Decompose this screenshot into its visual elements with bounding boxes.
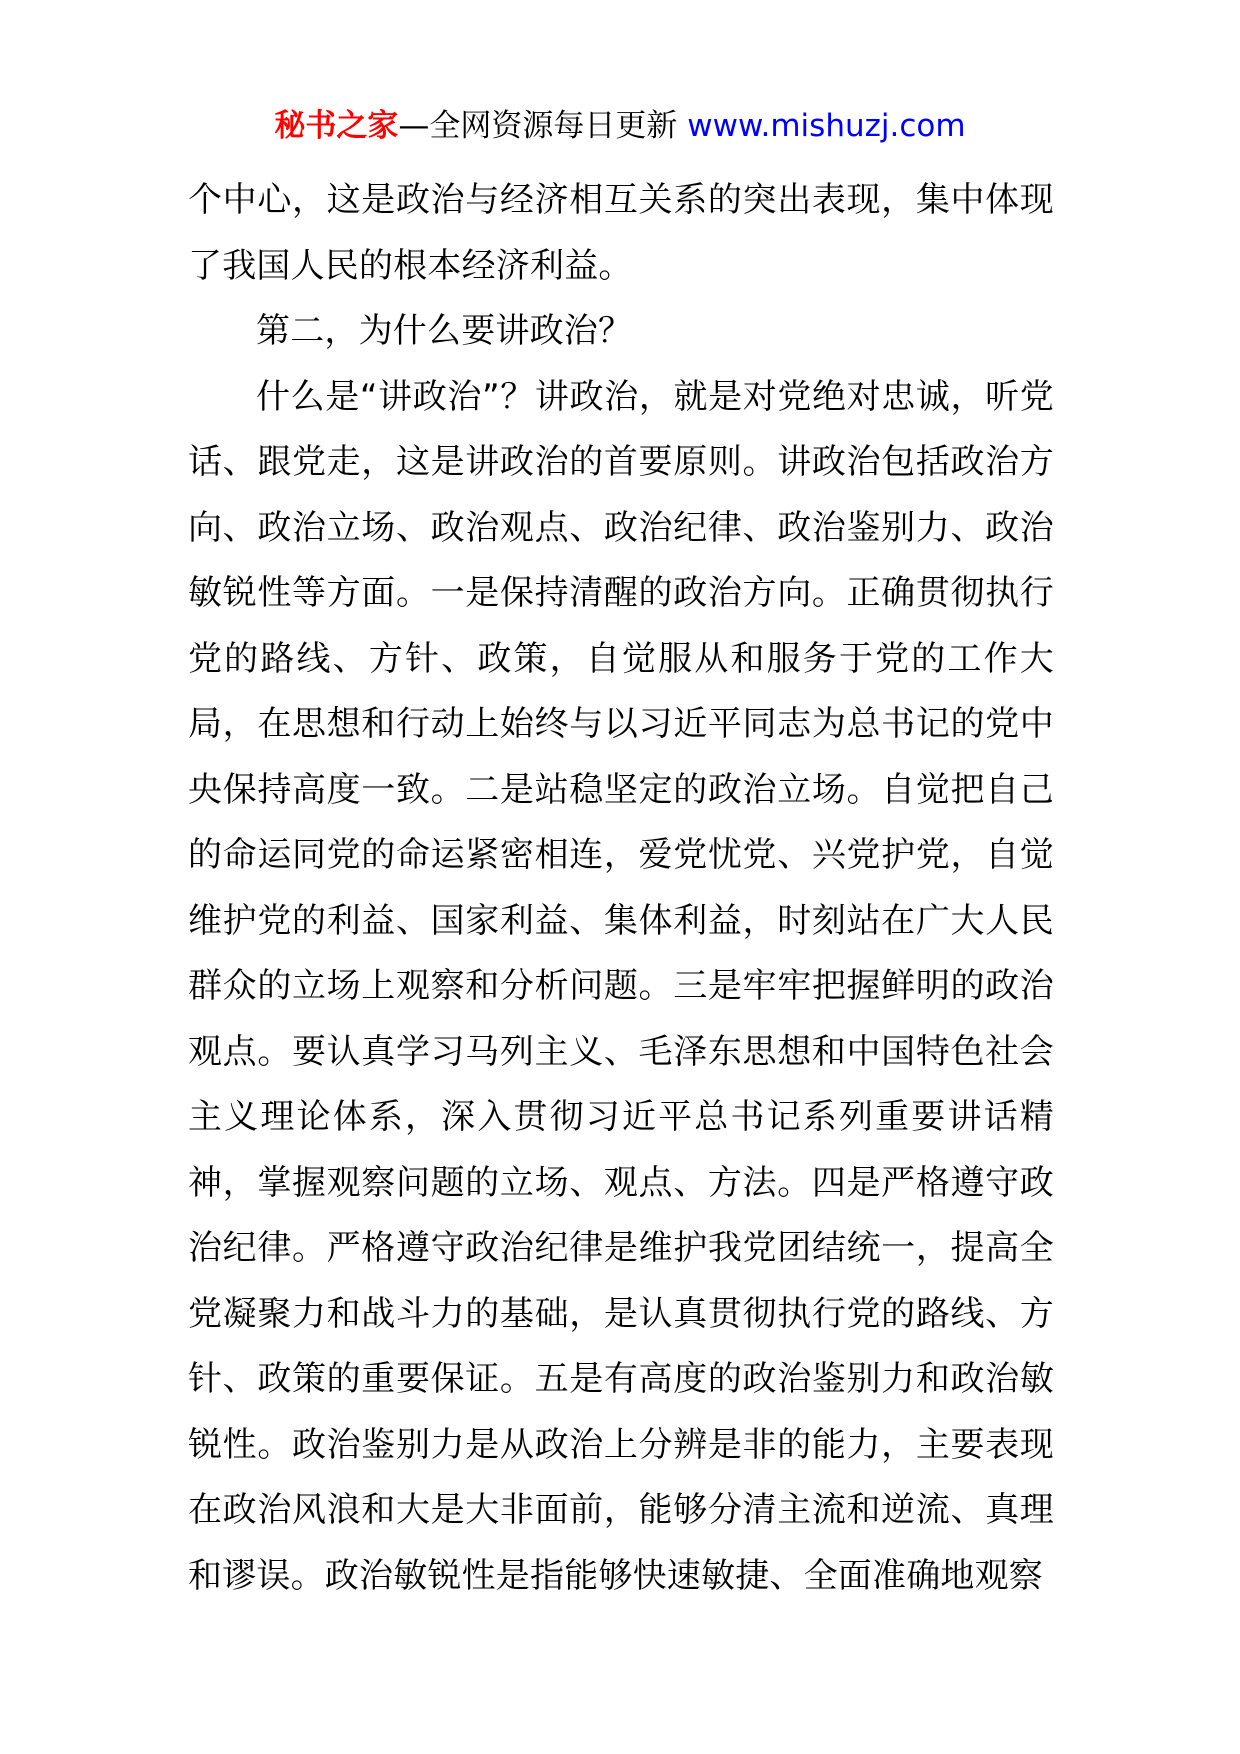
header-url-link[interactable]: www.mishuzj.com [687,108,966,144]
header-brand: 秘书之家 [274,108,399,144]
page-header [0,104,1240,148]
section-heading: 第二，为什么要讲政治？ [256,311,633,351]
document-body [188,168,1054,1609]
paragraph-continuation: 个中心，这是政治与经济相互关系的突出表现，集中体现了我国人民的根本经济利益。 [188,180,1054,286]
header-tagline: —全网资源每日更新 [398,108,688,144]
paragraph-body: 什么是“讲政治”？讲政治，就是对党绝对忠诚，听党话、跟党走，这是讲政治的首要原则。讲政治包括政治方向、政治立场、政治观点、政治纪律、政治鉴别力、政治敏锐性等方面。一是保持清醒的政治方向。正确贯彻执行党的路线、方针、政策，自觉服从和服务于党的工作大局，在思想和行动上始终与以习近平同志为总书记的党中央保持高度一致。二是站稳坚定的政治立场。自觉把自己的命运同党的命运紧密相连，爱党忧党、兴党护党，自觉维护党的利益、国家利益、集体利益，时刻站在广大人民群众的立场上观察和分析问题。三是牢牢把握鲜明的政治观点。要认真学习马列主义、毛泽东思想和中国特色社会主义理论体系，深入贯彻习近平总书记系列重要讲话精神，掌握观察问题的立场、观点、方法。四是严格遵守政治纪律。严格遵守政治纪律是维护我党团结统一，提高全党凝聚力和战斗力的基础，是认真贯彻执行党的路线、方针、政策的重要保证。五是有高度的政治鉴别力和政治敏锐性。政治鉴别力是从政治上分辨是非的能力，主要表现在政治风浪和大是大非面前，能够分清主流和逆流、真理和谬误。政治敏锐性是指能够快速敏捷、全面准确地观察 [188,376,1054,1596]
